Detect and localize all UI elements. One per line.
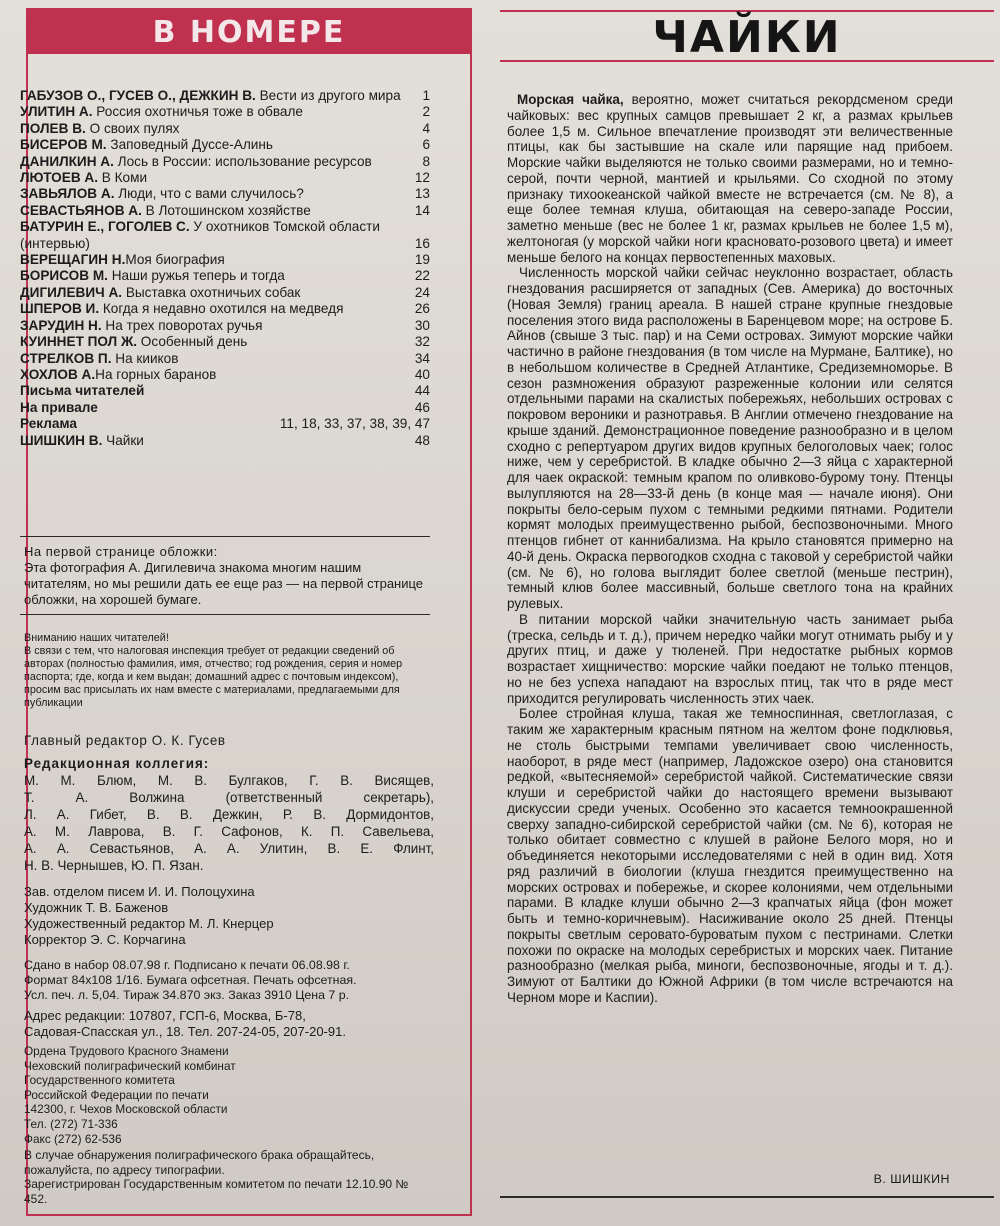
toc-row: [20, 170, 430, 186]
toc-entry-text: [20, 219, 415, 252]
collegium-line: М. М. Блюм, М. В. Булгаков, Г. В. Висящев,: [24, 773, 434, 788]
toc-entry-text: [20, 121, 422, 137]
toc-page: 40: [414, 366, 430, 382]
toc-row: [20, 268, 430, 284]
collegium-line: Н. В. Чернышев, Ю. П. Язан.: [24, 858, 204, 873]
print-info: [24, 958, 434, 1003]
toc-page: 13: [414, 186, 430, 202]
toc-author: ДАНИЛКИН А.: [20, 153, 114, 169]
collegium-line: Л. А. Гибет, В. В. Дежкин, Р. В. Дормидонтов,: [24, 807, 434, 822]
toc-entry-text: [20, 252, 415, 268]
toc-entry-text: [20, 433, 415, 449]
section-divider: [20, 614, 430, 615]
toc-row: [20, 121, 430, 137]
printing-house-line: Ордена Трудового Красного Знамени: [24, 1044, 229, 1058]
toc-page: 30: [414, 317, 430, 333]
contents-header: [28, 10, 470, 54]
article-body: [507, 92, 953, 1006]
toc-entry-text: [20, 186, 415, 202]
printing-house-line: Государственного комитета: [24, 1073, 175, 1088]
title-rule-bottom: [500, 60, 994, 62]
readers-notice: [24, 632, 430, 710]
toc-title: Чайки: [102, 432, 144, 448]
collegium-heading: Редакционная коллегия:: [24, 756, 210, 771]
toc-entry-text: [20, 104, 422, 120]
printing-house: [24, 1044, 434, 1146]
toc-author: ЛЮТОЕВ А.: [20, 170, 99, 186]
toc-page: 48: [414, 432, 430, 448]
cover-note: [24, 544, 430, 608]
toc-title: Когда я недавно охотился на медведя: [99, 301, 344, 317]
toc-entry-text: [20, 416, 280, 432]
editorial-address: [24, 1008, 434, 1040]
toc-page: 2: [422, 104, 430, 120]
toc-entry-text: [20, 154, 422, 170]
toc-row: [20, 203, 430, 219]
toc-entry-text: [20, 285, 415, 301]
toc-row: [20, 400, 430, 416]
toc-row: [20, 383, 430, 399]
toc-page: 12: [414, 170, 430, 186]
toc-row: [20, 334, 430, 350]
defect-notice: [24, 1148, 434, 1206]
toc-author: ЗАВЬЯЛОВ А.: [20, 186, 115, 202]
toc-page: 19: [414, 252, 430, 268]
toc-entry-text: [20, 367, 415, 383]
toc-author: ПОЛЕВ В.: [20, 120, 86, 136]
toc-author: БИСЕРОВ М.: [20, 137, 107, 153]
toc-author: ШПЕРОВ И.: [20, 301, 100, 317]
toc-row: [20, 154, 430, 170]
toc-title: Россия охотничья тоже в обвале: [92, 104, 303, 120]
toc-entry-text: [20, 318, 415, 334]
staff-list: [24, 884, 434, 948]
toc-row: [20, 137, 430, 153]
staff-line: Художник Т. В. Баженов: [24, 900, 169, 915]
toc-page: 34: [414, 350, 430, 366]
article-paragraph: В питании морской чайки значительную часть занимает рыба (треска, сельдь и т. д.), причем нередко чайки могут отнимать рыбу и у других птиц, и даже у тюленей. При недостатке рыбных кормов возрастает хищничество: морские чайки поедают не только птенцов, но не без успеха нападают на взрослых птиц, так что в ряде мест приходится регулировать численность этих чаек.: [507, 611, 953, 706]
printing-house-line: Чеховский полиграфический комбинат: [24, 1058, 236, 1073]
contents-heading: В НОМЕРЕ: [152, 14, 346, 50]
toc-author: СТРЕЛКОВ П.: [20, 350, 112, 366]
readers-notice-text: В связи с тем, что налоговая инспекция требует от редакции сведений об авторах (полностью фамилия, имя, отчество; год рождения, серия и номер паспорта; где, когда и кем выдан; домашний адрес с почтовым индексом), просим вас присылать их нам вместе с материалами, предлагаемыми для публикации: [24, 645, 403, 709]
toc-row: [20, 367, 430, 383]
toc-title: Наши ружья теперь и тогда: [107, 268, 285, 284]
toc-author: БАТУРИН Е., ГОГОЛЕВ С.: [20, 219, 190, 235]
printing-house-line: Тел. (272) 71-336: [24, 1116, 118, 1131]
toc-entry-text: [20, 351, 415, 367]
toc-author: ДИГИЛЕВИЧ А.: [20, 284, 123, 300]
toc-title: Выставка охотничьих собак: [122, 284, 301, 300]
toc-page: 46: [414, 399, 430, 415]
article-paragraph: Численность морской чайки сейчас неуклонно возрастает, область гнездования расширяется от западных (Сев. Америка) до восточных (Новая Земля) границ ареала. В нашей стране крупные гнездовые поселения этого вида расположены в Баренцевом море; на острове Б. Айнов (свыше 3 тыс. пар) и на Семи островах. Зимуют морские чайки частично в районе гнездования (в том числе на Мурмане, Балтике), но в небольшом количестве в Средней Атлантике, Средиземноморье. В сезон размножения образуют разреженные колонии или селятся отдельными парами на скалистых побережьях, небольших островах с покровом вероники и разнотравья. В Англии отмечено гнездование на крыше зданий. Демонстрационное поведение разнообразно и в целом сходно с репертуаром других видов крупных белоголовых чаек; голос ниже, чем у серебристой. В кладке обычно 2—3 яйца с характерной для чаек окраской: темным крапом по оливково-бурому тону. Птенцы вылупляются на 28—33-й день (в конце мая — начале июня). Они покрыты бело-серым пухом с темными редкими пятнами. Родители кормят молодых преимущественно рыбой, беспозвоночными. Много птенцов гибнет от каннибализма. На крыло становятся примерно на 40-й день. Окраска первогодков сходна с таковой у серебристой чайки (см. № 6), но голова выглядит более светлой (меньше пестрин), темный клюв более массивный, больше светлого тона на крайних рулевых.: [507, 265, 953, 611]
toc-title: На трех поворотах ручья: [101, 317, 263, 333]
collegium-line: Т. А. Волжина (ответственный секретарь),: [24, 790, 434, 805]
cover-note-text: Эта фотография А. Дигилевича знакома многим нашим читателям, но мы решили дать ее еще раз — на первой странице обложки, на хорошей бумаге.: [24, 560, 424, 607]
toc-entry-text: [20, 170, 415, 186]
section-divider: [20, 536, 430, 537]
toc-author: ВЕРЕЩАГИН Н.: [20, 252, 126, 268]
article-paragraph: [507, 92, 953, 265]
toc-author: ШИШКИН В.: [20, 432, 103, 448]
staff-line: Художественный редактор М. Л. Кнерцер: [24, 916, 274, 931]
collegium-line: А. М. Лаврова, В. Г. Сафонов, К. П. Савельева,: [24, 824, 434, 839]
toc-title: О своих пулях: [85, 120, 180, 136]
toc-author: Реклама: [20, 416, 77, 432]
chief-editor: Главный редактор О. К. Гусев: [24, 733, 226, 748]
toc-row: [20, 318, 430, 334]
toc-row: [20, 252, 430, 268]
toc-page: 22: [414, 268, 430, 284]
toc-author: На привале: [20, 399, 98, 415]
address-line: Садовая-Спасская ул., 18. Тел. 207-24-05, 207-20-91.: [24, 1024, 346, 1039]
print-info-line: Усл. печ. л. 5,04. Тираж 34.870 экз. Заказ 3910 Цена 7 р.: [24, 988, 350, 1002]
print-info-line: Формат 84x108 1/16. Бумага офсетная. Печать офсетная.: [24, 973, 357, 987]
toc-author: БОРИСОВ М.: [20, 268, 108, 284]
article-author: В. ШИШКИН: [873, 1172, 950, 1186]
printing-house-line: 142300, г. Чехов Московской области: [24, 1102, 228, 1117]
toc-page: 11, 18, 33, 37, 38, 39, 47: [279, 416, 430, 432]
readers-notice-heading: Вниманию наших читателей!: [24, 632, 169, 644]
address-line: Адрес редакции: 107807, ГСП-6, Москва, Б-78,: [24, 1008, 306, 1023]
toc-row: [20, 88, 430, 104]
toc-page: 6: [422, 137, 430, 153]
toc-title: Лось в России: использование ресурсов: [113, 153, 372, 169]
article-paragraph-text: вероятно, может считаться рекордсменом среди чайковых: вес крупных самцов превышает 2 кг, а размах крыльев более 1,5 м. Сильное впечатление производят эти величественные птицы, как бы застывшие на скале или парящие над прибоем. Морские чайки выделяются не только своими размерами, но и темно-серой, почти черной, мантией и крыльями. Со сходной по этому признаку тихоокеанской чайкой вместе не встречается (см. № 8), а еще более темная клуша, обитающая на северо-западе России, заметно меньше (вес не более 1 кг, размах крыльев не более 1,5 м), желтоногая (у морской чайки ноги красновато-розового цвета) и имеет меньше белого на концах первостепенных маховых.: [507, 92, 953, 265]
toc-entry-text: [20, 137, 422, 153]
toc-entry-text: [20, 88, 422, 104]
article-paragraph: Более стройная клуша, такая же темноспинная, светлоглазая, с таким же характерным красным пятном на желтом фоне подклювья, не столь быстрыми темпами увеличивает свою численность, наоборот, в ряде мест (например, Ладожское озеро) она становится редкой, «вытесняемой» серебристой чайкой. Систематические связи клуши и серебристой чайки до настоящего времени вызывают дискуссии среди ученых. Особенно это касается темноокрашенной сверху западно-сибирской серебристой чайки (см. № 6), которая не только обитает совместно с клушей в районе Белого моря, но и объединяется некоторыми исследователями с ней в один вид. Хотя ряд различий в биологии (клуша гнездится преимущественно на морских островах и побережье, и скорее колониями, чем отдельными парами. В кладке клуши обычно 2—3 крапчатых яйца (фон может быть и темно-коричневым). Насиживание около 25 дней. Птенцы покрыты светлым серовато-буроватым пухом с пестринами. Слетки похожи по окраске на молодых серебристых и морских чаек. Питание разнообразно (мелкая рыба, миноги, беспозвоночные, ягоды и т. д.). Зимуют от Балтики до Южной Африки (в том числе встречаются на Черном море и Каспии).: [507, 706, 953, 1005]
toc-page: 1: [422, 88, 430, 103]
toc-title: В Коми: [98, 170, 148, 186]
toc-entry-text: [20, 400, 415, 416]
toc-entry-text: [20, 203, 415, 219]
collegium-line: А. А. Севастьянов, А. А. Улитин, В. Е. Флинт,: [24, 841, 434, 856]
toc-author: ЗАРУДИН Н.: [20, 317, 102, 333]
table-of-contents: [20, 88, 430, 449]
article-lead: Морская чайка,: [517, 92, 624, 107]
defect-notice-line: Зарегистрирован Государственным комитетом по печати 12.10.90 № 452.: [24, 1177, 409, 1206]
toc-row: [20, 301, 430, 317]
toc-title: Заповедный Дуссе-Алинь: [106, 137, 273, 153]
article-title: ЧАЙКИ: [652, 12, 842, 63]
toc-page: 16: [414, 235, 430, 251]
toc-row: [20, 219, 430, 252]
toc-page: 24: [414, 284, 430, 300]
toc-title: В Лотошинском хозяйстве: [141, 202, 311, 218]
toc-title: На горных баранов: [95, 366, 217, 382]
toc-title: Особенный день: [137, 334, 248, 350]
toc-row: [20, 186, 430, 202]
printing-house-line: Российской Федерации по печати: [24, 1087, 209, 1102]
toc-page: 14: [414, 202, 430, 218]
printing-house-line: Факс (272) 62-536: [24, 1131, 122, 1146]
toc-author: КУИННЕТ ПОЛ Ж.: [20, 334, 138, 350]
toc-page: 26: [414, 301, 430, 317]
editorial-board: [24, 732, 434, 874]
toc-author: Письма читателей: [20, 383, 145, 399]
defect-notice-line: В случае обнаружения полиграфического брака обращайтесь, пожалуйста, по адресу типографии.: [24, 1148, 375, 1177]
toc-row: [20, 351, 430, 367]
toc-title: На кииков: [111, 350, 179, 366]
toc-title: У охотников Томской области (интервью): [20, 219, 380, 251]
print-info-line: Сдано в набор 08.07.98 г. Подписано к печати 06.08.98 г.: [24, 958, 350, 972]
toc-entry-text: [20, 268, 415, 284]
toc-title: Вести из другого мира: [255, 88, 401, 103]
toc-row: [20, 433, 430, 449]
toc-entry-text: [20, 301, 415, 317]
toc-page: 32: [414, 334, 430, 350]
article-end-rule: [500, 1196, 994, 1198]
toc-page: 4: [422, 120, 430, 136]
toc-title: Люди, что с вами случилось?: [114, 186, 304, 202]
toc-row: [20, 104, 430, 120]
toc-page: 8: [422, 153, 430, 169]
toc-author: ХОХЛОВ А.: [20, 366, 96, 382]
toc-title: Моя биография: [125, 252, 225, 268]
collegium-list: [24, 772, 434, 874]
toc-author: СЕВАСТЬЯНОВ А.: [20, 202, 142, 218]
staff-line: Зав. отделом писем И. И. Полоцухина: [24, 884, 255, 899]
toc-page: 44: [414, 383, 430, 399]
staff-line: Корректор Э. С. Корчагина: [24, 932, 186, 947]
toc-row: [20, 285, 430, 301]
toc-entry-text: [20, 383, 415, 399]
toc-author: УЛИТИН А.: [20, 104, 93, 120]
toc-entry-text: [20, 334, 415, 350]
cover-note-heading: На первой странице обложки:: [24, 544, 218, 559]
toc-row: [20, 416, 430, 432]
toc-author: ГАБУЗОВ О., ГУСЕВ О., ДЕЖКИН В.: [20, 88, 256, 103]
